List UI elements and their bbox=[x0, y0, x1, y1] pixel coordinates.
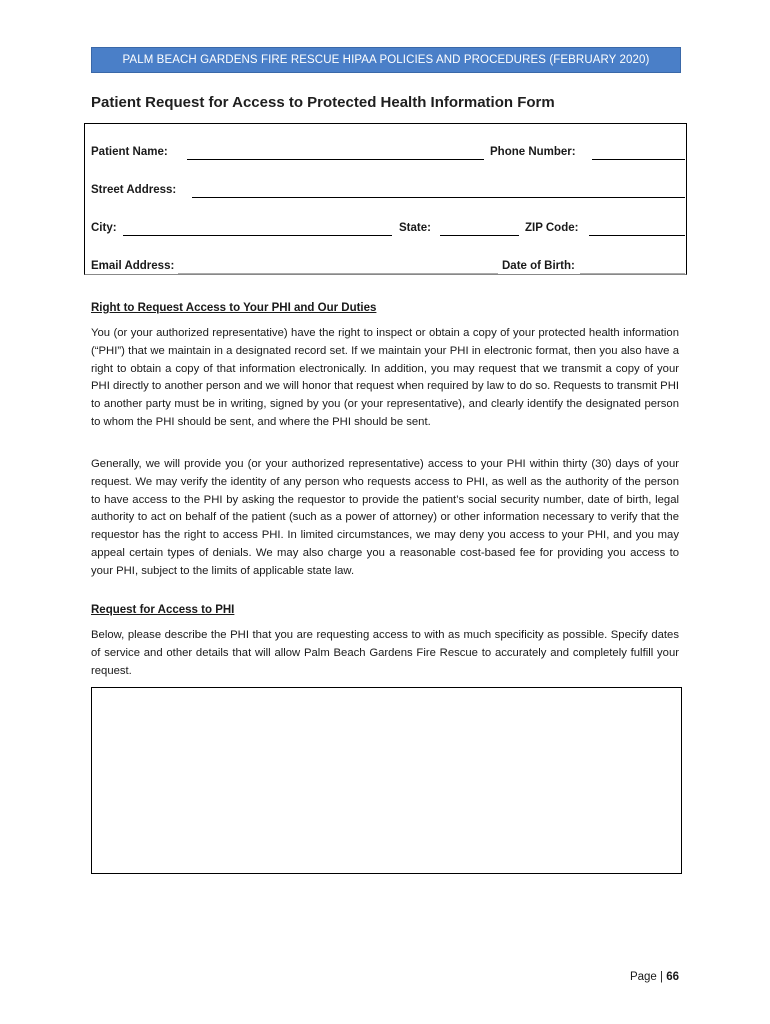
phone-number-field[interactable] bbox=[592, 159, 685, 160]
patient-name-field[interactable] bbox=[187, 159, 484, 160]
right-to-request-heading: Right to Request Access to Your PHI and Our Duties bbox=[91, 302, 377, 314]
phone-number-label: Phone Number: bbox=[490, 146, 576, 158]
patient-info-box bbox=[84, 123, 687, 275]
email-address-field[interactable] bbox=[178, 273, 498, 274]
zip-code-field[interactable] bbox=[589, 235, 685, 236]
city-field[interactable] bbox=[123, 235, 392, 236]
form-title: Patient Request for Access to Protected Health Information Form bbox=[91, 94, 555, 111]
page-number: 66 bbox=[666, 971, 679, 983]
state-label: State: bbox=[399, 222, 431, 234]
header-banner: PALM BEACH GARDENS FIRE RESCUE HIPAA POLICIES AND PROCEDURES (FEBRUARY 2020) bbox=[91, 47, 681, 73]
right-to-request-paragraph-2: Generally, we will provide you (or your authorized representative) access to your PHI within thirty (30) days of your request. We may verify the identity of any person who requests access to PHI, as well as the authority of the person to have access to the PHI by asking the requestor to provide the patient’s social security number, date of birth, legal authority to act on behalf of the patient (such as a power of attorney) or other information necessary to verify that the requestor has the right to access PHI. In limited circumstances, we may deny you access to your PHI, and you may appeal certain types of denials. We may also charge you a reasonable cost-based fee for providing you access to your PHI, subject to the limits of applicable state law. bbox=[91, 458, 679, 577]
right-to-request-paragraph-1: You (or your authorized representative) have the right to inspect or obtain a copy of your protected health information (“PHI”) that we maintain in a designated record set. If we maintain your PHI in electronic format, then you also have a right to obtain a copy of that information electronically. In addition, you may request that we transmit a copy of your PHI directly to another person and we will honor that request when required by law to do so. Requests to transmit PHI to another party must be in writing, signed by you (or your representative), and clearly identify the designated person to whom the PHI should be sent, and where the PHI should be sent. bbox=[91, 327, 679, 428]
date-of-birth-label: Date of Birth: bbox=[502, 260, 575, 272]
zip-code-label: ZIP Code: bbox=[525, 222, 579, 234]
page-label: Page | bbox=[629, 971, 667, 983]
request-access-heading: Request for Access to PHI bbox=[91, 604, 235, 616]
page-footer bbox=[630, 971, 679, 983]
street-address-label: Street Address: bbox=[91, 184, 177, 196]
email-address-label: Email Address: bbox=[91, 260, 175, 272]
street-address-field[interactable] bbox=[192, 197, 685, 198]
state-field[interactable] bbox=[440, 235, 519, 236]
city-label: City: bbox=[91, 222, 117, 234]
phi-description-textarea[interactable] bbox=[91, 687, 682, 874]
date-of-birth-field[interactable] bbox=[580, 273, 685, 274]
request-access-paragraph: Below, please describe the PHI that you are requesting access to with as much specificity as possible. Specify dates of service and other details that will allow Palm Beach Gardens Fire Rescue to accurately and completely fulfill your request. bbox=[91, 629, 679, 677]
patient-name-label: Patient Name: bbox=[91, 146, 168, 158]
